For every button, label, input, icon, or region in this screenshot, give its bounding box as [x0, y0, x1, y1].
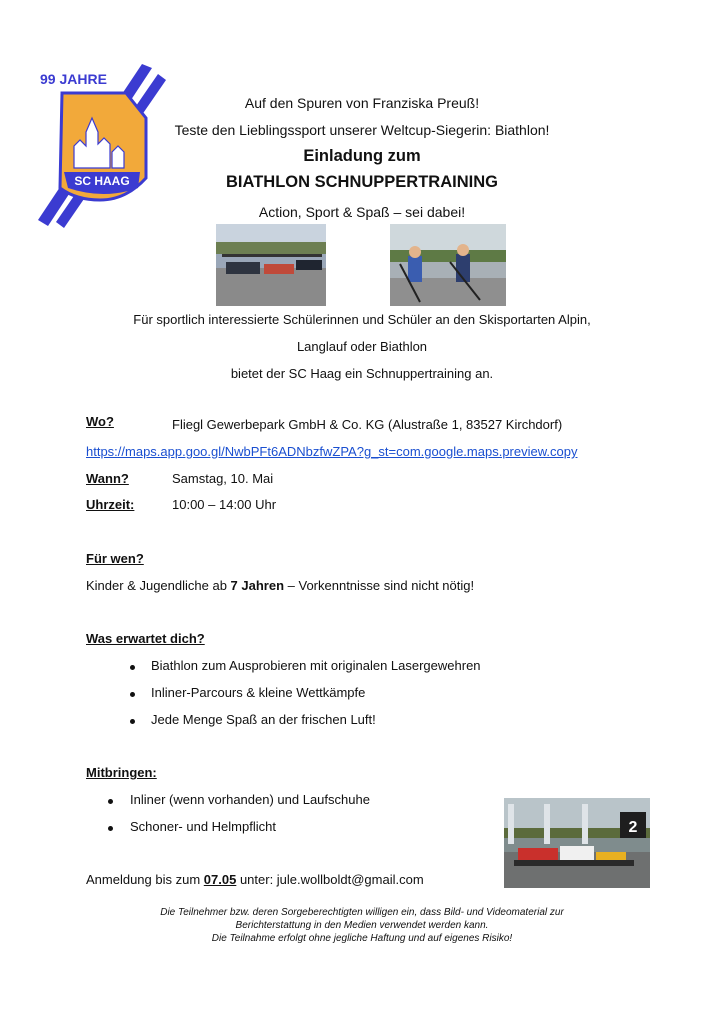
bullet-icon — [108, 799, 113, 804]
disclaimer-line-1: Die Teilnehmer bzw. deren Sorgeberechtigten willigen ein, dass Bild- und Videomaterial zur — [160, 907, 564, 918]
registration-text — [86, 872, 424, 887]
disclaimer-line-3: Die Teilnahme erfolgt ohne jegliche Haftung und auf eigenes Risiko! — [211, 933, 513, 944]
expectation-item: Jede Menge Spaß an der frischen Luft! — [151, 712, 376, 727]
registration-email: unter: jule.wollboldt@gmail.com — [236, 872, 424, 887]
intro-line-2: Langlauf oder Biathlon — [296, 339, 428, 354]
bullet-icon — [130, 665, 135, 670]
bring-label: Mitbringen: — [86, 765, 157, 780]
when-label: Wann? — [86, 471, 129, 486]
logo-years-text: 99 JAHRE — [40, 71, 107, 87]
time-label: Uhrzeit: — [86, 497, 135, 512]
registration-text-start: Anmeldung bis zum — [86, 872, 204, 887]
header-line-1: Auf den Spuren von Franziska Preuß! — [244, 95, 480, 111]
disclaimer — [0, 906, 724, 945]
expectation-item: Inliner-Parcours & kleine Wettkämpfe — [151, 685, 366, 700]
bib-number: 2 — [628, 819, 638, 836]
photo-inline-skating — [390, 224, 506, 306]
photo-prone-shooting — [216, 224, 326, 306]
bring-item: Inliner (wenn vorhanden) und Laufschuhe — [130, 792, 370, 807]
disclaimer-line-2: Berichterstattung in den Medien verwendet werden kann. — [235, 920, 489, 931]
when-value: Samstag, 10. Mai — [172, 471, 274, 486]
expectation-item: Biathlon zum Ausprobieren mit originalen Lasergewehren — [151, 658, 481, 673]
logo-club-text: SC HAAG — [74, 174, 130, 188]
maps-link[interactable]: https://maps.app.goo.gl/NwbPFt6ADNbzfwZPA?g_st=com.google.maps.preview.copy — [86, 444, 578, 459]
expectations-label: Was erwartet dich? — [86, 631, 205, 646]
audience-age: 7 Jahren — [230, 578, 285, 593]
training-title: BIATHLON SCHNUPPERTRAINING — [226, 173, 498, 191]
where-label: Wo? — [86, 414, 114, 429]
header-line-2: Teste den Lieblingssport unserer Weltcup-Siegerin: Biathlon! — [174, 122, 550, 138]
invitation-title: Einladung zum — [303, 147, 421, 165]
bullet-icon — [130, 692, 135, 697]
intro-line-1: Für sportlich interessierte Schülerinnen und Schüler an den Skisportarten Alpin, — [133, 312, 591, 327]
audience-text — [86, 578, 474, 593]
bullet-icon — [108, 826, 113, 831]
bullet-icon — [130, 719, 135, 724]
where-value: Fliegl Gewerbepark GmbH & Co. KG (Alustraße 1, 83527 Kirchdorf) — [172, 417, 563, 432]
time-value: 10:00 – 14:00 Uhr — [172, 497, 277, 512]
audience-text-start: Kinder & Jugendliche ab — [86, 578, 231, 593]
audience-label: Für wen? — [86, 551, 144, 566]
intro-line-3: bietet der SC Haag ein Schnuppertraining an. — [230, 366, 494, 381]
bring-item: Schoner- und Helmpflicht — [130, 819, 276, 834]
photo-shooting-range — [504, 798, 650, 888]
audience-text-end: – Vorkenntnisse sind nicht nötig! — [284, 578, 475, 593]
tagline: Action, Sport & Spaß – sei dabei! — [258, 204, 466, 220]
registration-date: 07.05 — [203, 872, 237, 887]
